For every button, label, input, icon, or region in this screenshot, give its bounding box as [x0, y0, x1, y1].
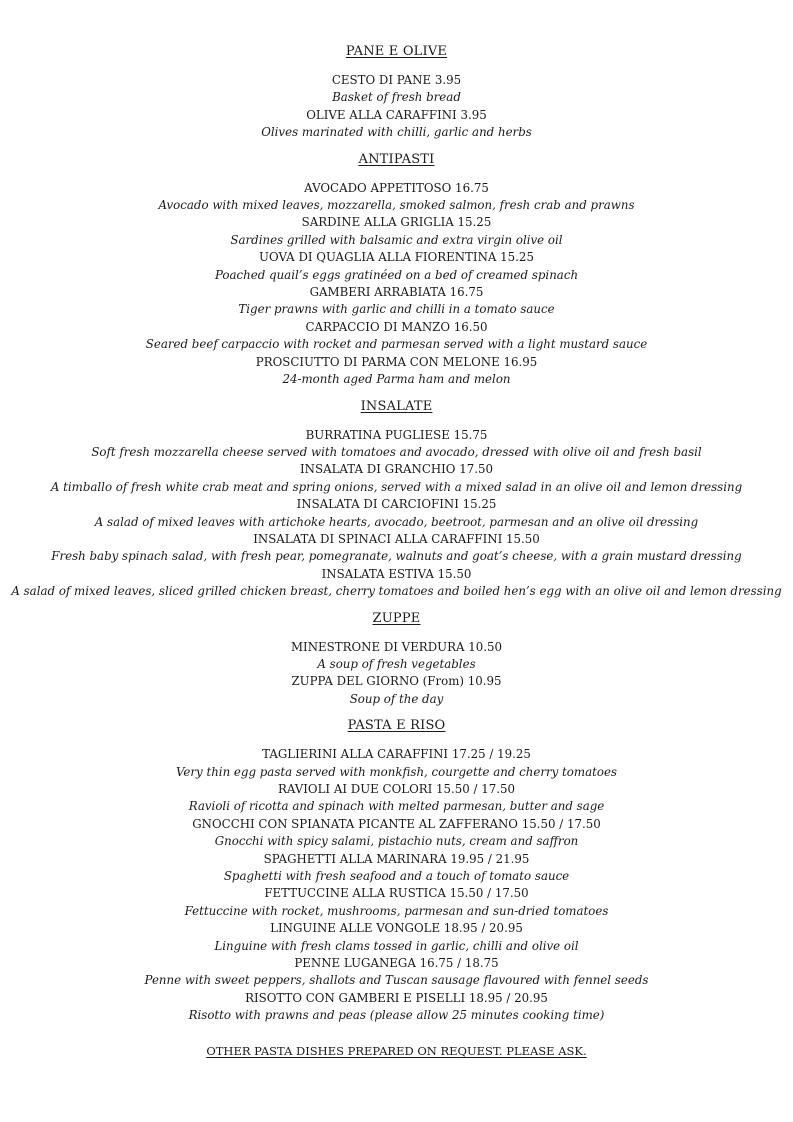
menu-item-name: INSALATA DI GRANCHIO 17.50	[300, 462, 493, 477]
menu-item-description: Gnocchi with spicy salami, pistachio nuts, cream and saffron	[214, 834, 579, 849]
section-title: ZUPPE	[372, 610, 421, 626]
menu-item-name: BURRATINA PUGLIESE 15.75	[305, 427, 488, 442]
menu-item-name: INSALATA DI SPINACI ALLA CARAFFINI 15.50	[253, 531, 540, 546]
menu-item-name: SPAGHETTI ALLA MARINARA 19.95 / 21.95	[263, 851, 530, 866]
menu-item-description: A timballo of fresh white crab meat and spring onions, served with a mixed salad in an olive oil and lemon dressing	[50, 479, 743, 494]
menu-item-description: 24-month aged Parma ham and melon	[282, 372, 511, 387]
footer-note: OTHER PASTA DISHES PREPARED ON REQUEST. PLEASE ASK.	[206, 1043, 587, 1058]
menu-item-description: Soft fresh mozzarella cheese served with tomatoes and avocado, dressed with olive oil and fresh basil	[91, 444, 702, 459]
menu-item-name: ZUPPA DEL GIORNO (From) 10.95	[291, 674, 502, 689]
section-title: INSALATE	[360, 398, 433, 414]
menu-page	[0, 42, 793, 1060]
menu-item-description: A salad of mixed leaves with artichoke hearts, avocado, beetroot, parmesan and an olive oil dressing	[94, 514, 699, 529]
menu-item-description: Ravioli of ricotta and spinach with melted parmesan, butter and sage	[188, 799, 605, 814]
menu-item-name: CESTO DI PANE 3.95	[331, 73, 462, 87]
menu-item-description: A soup of fresh vegetables	[317, 656, 476, 671]
section-pasta-e-riso	[0, 716, 793, 1025]
menu-item-name: UOVA DI QUAGLIA ALLA FIORENTINA 15.25	[259, 250, 534, 265]
menu-item-description: Penne with sweet peppers, shallots and Tuscan sausage flavoured with fennel seeds	[144, 973, 649, 988]
section-title: PANE E OLIVE	[345, 44, 448, 59]
menu-item-name: AVOCADO APPETITOSO 16.75	[304, 180, 489, 195]
menu-item-name: OLIVE ALLA CARAFFINI 3.95	[306, 107, 487, 122]
menu-item-description: Linguine with fresh clams tossed in garlic, chilli and olive oil	[214, 938, 579, 953]
section-title: ANTIPASTI	[358, 151, 435, 167]
menu-item-description: Sardines grilled with balsamic and extra virgin olive oil	[230, 232, 563, 247]
menu-item-name: INSALATA DI CARCIOFINI 15.25	[296, 497, 497, 512]
menu-item-name: GNOCCHI CON SPIANATA PICANTE AL ZAFFERANO 15.50 / 17.50	[192, 816, 601, 831]
menu-item-name: GAMBERI ARRABIATA 16.75	[309, 285, 484, 300]
menu-item-name: PENNE LUGANEGA 16.75 / 18.75	[294, 956, 499, 971]
menu-item-description: Poached quail’s eggs gratinéed on a bed of creamed spinach	[214, 267, 579, 282]
menu-item-description: Fettuccine with rocket, mushrooms, parmesan and sun-dried tomatoes	[184, 903, 609, 918]
section-title: PASTA E RISO	[347, 718, 446, 734]
menu-item-description: Soup of the day	[349, 691, 444, 706]
menu-item-name: LINGUINE ALLE VONGOLE 18.95 / 20.95	[270, 921, 523, 936]
menu-item-description: Seared beef carpaccio with rocket and parmesan served with a light mustard sauce	[145, 337, 648, 352]
menu-item-name: TAGLIERINI ALLA CARAFFINI 17.25 / 19.25	[262, 747, 531, 762]
menu-item-name: RAVIOLI AI DUE COLORI 15.50 / 17.50	[277, 782, 516, 796]
menu-item-name: CARPACCIO DI MANZO 16.50	[305, 319, 488, 334]
section-insalate	[0, 397, 793, 601]
menu-item-description: Avocado with mixed leaves, mozzarella, smoked salmon, fresh crab and prawns	[158, 198, 635, 213]
menu-item-description: Spaghetti with fresh seafood and a touch of tomato sauce	[223, 869, 570, 884]
menu-item-name: INSALATA ESTIVA 15.50	[321, 566, 472, 581]
menu-item-description: Tiger prawns with garlic and chilli in a tomato sauce	[238, 302, 555, 317]
section-zuppe	[0, 609, 793, 709]
menu-item-description: Basket of fresh bread	[332, 90, 461, 105]
section-pane-e-olive	[0, 42, 793, 142]
menu-item-name: PROSCIUTTO DI PARMA CON MELONE 16.95	[255, 354, 538, 369]
menu-item-description: Olives marinated with chilli, garlic and herbs	[261, 125, 532, 140]
menu-item-description: Very thin egg pasta served with monkfish, courgette and cherry tomatoes	[175, 764, 617, 779]
menu-item-name: MINESTRONE DI VERDURA 10.50	[290, 639, 503, 654]
section-antipasti	[0, 150, 793, 389]
menu-item-description: Risotto with prawns and peas (please allow 25 minutes cooking time)	[188, 1008, 605, 1023]
menu-item-name: SARDINE ALLA GRIGLIA 15.25	[301, 215, 492, 230]
menu-item-name: RISOTTO CON GAMBERI E PISELLI 18.95 / 20.95	[245, 990, 548, 1005]
menu-item-description: Fresh baby spinach salad, with fresh pear, pomegranate, walnuts and goat’s cheese, with a grain mustard dressing	[51, 549, 742, 564]
menu-item-description: A salad of mixed leaves, sliced grilled chicken breast, cherry tomatoes and boiled hen’s egg with an olive oil and lemon dressing	[11, 584, 782, 599]
menu-item-name: FETTUCCINE ALLA RUSTICA 15.50 / 17.50	[264, 886, 529, 901]
